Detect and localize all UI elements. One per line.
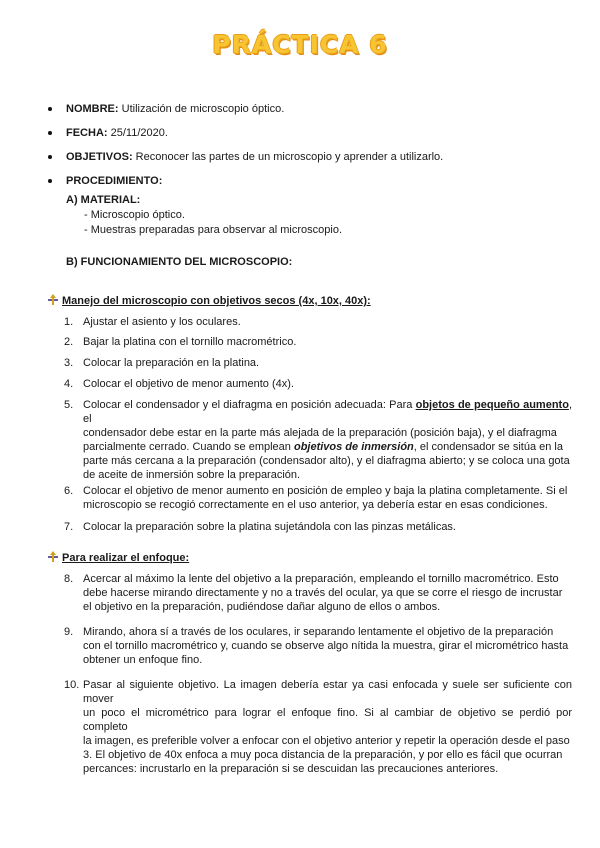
item-number: 6. <box>64 485 74 497</box>
section-heading-manejo <box>48 294 371 308</box>
bullet-value: 25/11/2020. <box>107 127 168 139</box>
item-line: Colocar la preparación sobre la platina sujetándola con las pinzas metálicas. <box>83 521 456 533</box>
item-number: 3. <box>64 357 74 369</box>
funcionamiento-heading <box>66 255 292 269</box>
item-line: Colocar el objetivo de menor aumento en posición de empleo y baja la platina completamente. Si el <box>83 485 568 497</box>
item-line-part: , el <box>83 399 572 425</box>
section-heading-enfoque <box>48 551 189 565</box>
bullet-dot-icon <box>48 107 52 111</box>
material-heading <box>66 193 140 207</box>
arrow-bullet-icon <box>48 551 62 563</box>
item-line: percances: incrustarlo en la preparación si se descuidan las precauciones anteriores. <box>83 763 499 775</box>
item-line-part: , el condensador se sitúa en la <box>413 441 563 453</box>
item-line: Colocar la preparación en la platina. <box>83 357 260 369</box>
item-number: 7. <box>64 521 74 533</box>
item-line: Bajar la platina con el tornillo macrométrico. <box>83 336 297 348</box>
item-line: debe hacerse mirando directamente y no a través del ocular, ya que se corre el riesgo de incrustar <box>83 587 563 599</box>
item-number: 2. <box>64 336 74 348</box>
item-number: 10. <box>64 679 80 691</box>
item-line <box>83 398 572 426</box>
emphasis-italic: objetivos de inmersión <box>293 441 414 453</box>
funcionamiento-heading-label: B) FUNCIONAMIENTO DEL MICROSCOPIO: <box>66 256 293 268</box>
item-line: el objetivo en la preparación, pudiéndose dañar alguno de ellos o ambos. <box>83 601 441 613</box>
item-line: microscopio se recogió correctamente en el uso anterior, ya debería estar en esas condiciones. <box>83 499 548 511</box>
item-line: Mirando, ahora sí a través de los oculares, ir separando lentamente el objetivo de la preparación <box>83 626 554 638</box>
item-line: 3. El objetivo de 40x enfoca a muy poca distancia de la preparación, y por ello es fácil que ocurran <box>83 749 563 761</box>
material-item: - Muestras preparadas para observar al microscopio. <box>84 224 343 236</box>
page-title: PRÁCTICA 6 <box>212 30 388 59</box>
section-heading-text: Manejo del microscopio con objetivos secos (4x, 10x, 40x): <box>62 295 371 307</box>
item-number: 8. <box>64 573 74 585</box>
bullet-label: FECHA: <box>66 127 108 139</box>
item-line: obtener un enfoque fino. <box>83 654 203 666</box>
material-heading-label: A) MATERIAL: <box>66 194 141 206</box>
material-item: - Microscopio óptico. <box>84 209 185 221</box>
emphasis-underline: objetos de pequeño aumento <box>415 399 569 411</box>
item-line: la imagen, es preferible volver a enfocar con el objetivo anterior y repetir la operación desde el paso <box>83 735 570 747</box>
bullet-dot-icon <box>48 155 52 159</box>
item-line: Acercar al máximo la lente del objetivo a la preparación, empleando el tornillo macrométrico. Esto <box>83 573 559 585</box>
bullet-label: OBJETIVOS: <box>66 151 133 163</box>
item-line: Colocar el objetivo de menor aumento (4x). <box>83 378 294 390</box>
item-number: 1. <box>64 316 74 328</box>
bullet-dot-icon <box>48 131 52 135</box>
item-line: con el tornillo macrométrico y, cuando se observe algo nítida la muestra, girar el micrométrico hasta <box>83 640 569 652</box>
item-line: parte más cercana a la preparación (condensador alto), y el diafragma abierto; y se coloca una gota <box>83 455 570 467</box>
item-line: condensador debe estar en la parte más alejada de la preparación (posición baja), y el diafragma <box>83 427 557 439</box>
item-line-part: Colocar el condensador y el diafragma en posición adecuada: Para <box>83 399 416 411</box>
bullet-value: Utilización de microscopio óptico. <box>118 103 285 115</box>
bullet-value: Reconocer las partes de un microscopio y aprender a utilizarlo. <box>132 151 444 163</box>
item-number: 9. <box>64 626 74 638</box>
item-line: Ajustar el asiento y los oculares. <box>83 316 241 328</box>
item-line-part: parcialmente cerrado. Cuando se emplean <box>83 441 294 453</box>
item-line: de aceite de inmersión sobre la preparación. <box>83 469 301 481</box>
item-number: 5. <box>64 399 74 411</box>
arrow-bullet-icon <box>48 294 62 306</box>
item-line <box>83 440 572 454</box>
item-line: Pasar al siguiente objetivo. La imagen debería estar ya casi enfocada y suele ser suficiente con mover <box>83 679 572 705</box>
bullet-label: NOMBRE: <box>66 103 119 115</box>
item-line: un poco el micrométrico para lograr el enfoque fino. Si al cambiar de objetivo se perdió por completo <box>83 707 572 733</box>
item-number: 4. <box>64 378 74 390</box>
bullet-label: PROCEDIMIENTO: <box>66 175 163 187</box>
section-heading-text: Para realizar el enfoque: <box>62 552 190 564</box>
bullet-dot-icon <box>48 179 52 183</box>
